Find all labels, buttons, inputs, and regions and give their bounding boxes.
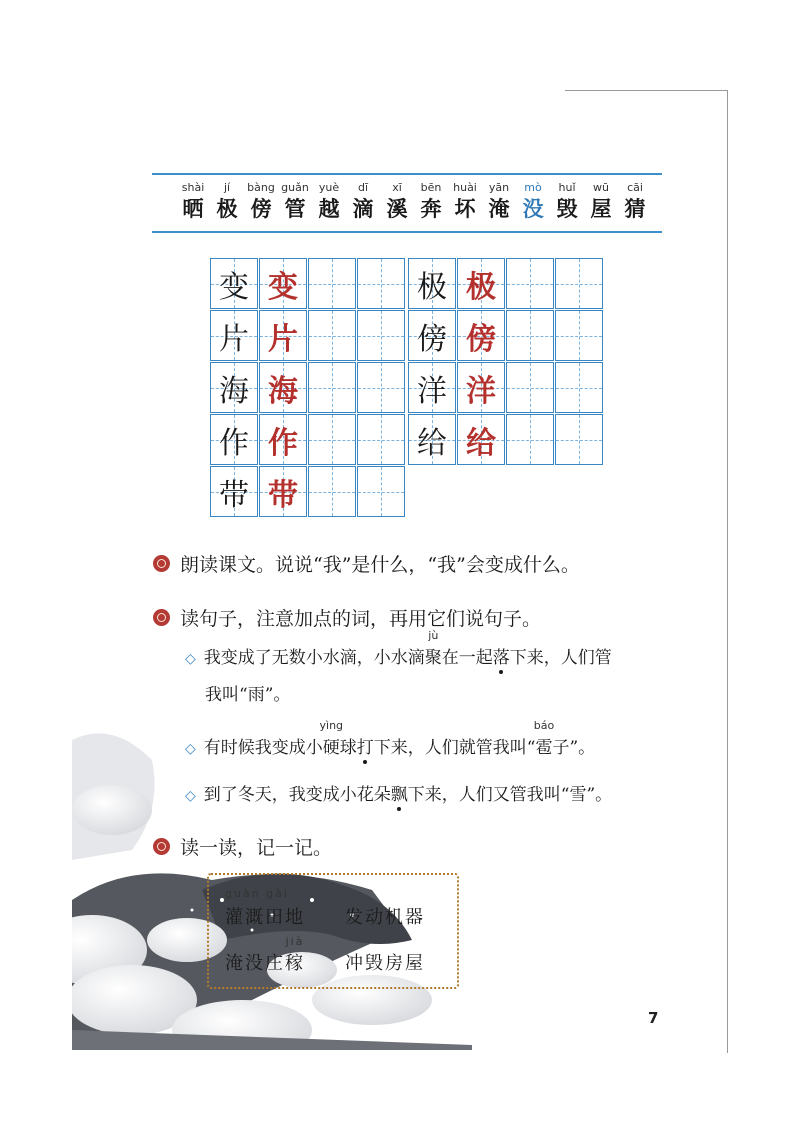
char: 聚 [424, 648, 442, 668]
vocab-word [225, 935, 305, 975]
pinyin: jià [285, 935, 305, 948]
model-char: 极 [417, 269, 447, 305]
exercise-marker-icon [153, 838, 170, 855]
model-char: 洋 [417, 373, 447, 409]
char: 雹 [535, 738, 553, 758]
trace-char: 海 [268, 373, 298, 409]
pinyin: shài [181, 181, 205, 194]
sentence-2 [185, 719, 596, 758]
grid-cell-model [408, 258, 456, 309]
grid-cell-empty [308, 310, 356, 361]
hanzi: 傍 [250, 196, 272, 221]
grid-cell-empty [357, 414, 405, 465]
grid-cell-empty [308, 258, 356, 309]
model-char: 作 [219, 425, 249, 461]
grid-cell-trace [259, 362, 307, 413]
grid-cell-trace [457, 310, 505, 361]
word-item [550, 181, 584, 223]
word-item [380, 181, 414, 223]
model-char: 给 [417, 425, 447, 461]
word-item [278, 181, 312, 223]
char: 硬 [322, 738, 340, 758]
grid-cell-trace [259, 466, 307, 517]
grid-cell-model [210, 362, 258, 413]
grid-cell-model [210, 414, 258, 465]
pinyin: jù [428, 629, 439, 642]
trace-char: 给 [466, 425, 496, 461]
pinyin: yān [488, 181, 510, 194]
grid-cell-empty [357, 466, 405, 517]
grid-cell-empty [308, 466, 356, 517]
trace-char: 带 [268, 477, 298, 513]
word: 灌溉田地 [225, 907, 305, 928]
word-item [482, 181, 516, 223]
pinyin: bēn [420, 181, 442, 194]
hanzi: 管 [284, 196, 306, 221]
sentence-text: 我叫“雨”。 [205, 685, 291, 705]
grid-cell-model [408, 414, 456, 465]
hanzi: 坏 [454, 196, 476, 221]
word-item [176, 181, 210, 223]
grid-cell-trace [457, 362, 505, 413]
hanzi: 越 [318, 196, 340, 221]
sentence-text: 我变成了无数小水滴，小水滴 [203, 648, 425, 668]
hanzi: 溪 [386, 196, 408, 221]
hanzi: 毁 [556, 196, 578, 221]
grid-cell-empty [506, 258, 554, 309]
annotated-char [285, 935, 305, 975]
word-item [448, 181, 482, 223]
diamond-bullet-icon: ◇ [185, 788, 196, 804]
exercise-3-title: 读一读，记一记。 [180, 837, 333, 859]
pinyin: jí [223, 181, 231, 194]
page-edge-right [727, 90, 728, 1053]
hanzi: 屋 [590, 196, 612, 221]
model-char: 海 [219, 373, 249, 409]
grid-cell-empty [555, 414, 603, 465]
grid-cell-model [210, 258, 258, 309]
exercise-marker-icon [153, 609, 170, 626]
grid-cell-empty [308, 362, 356, 413]
sentence-text: 在一起 [441, 648, 493, 668]
grid-cell-empty [506, 362, 554, 413]
sentence-text: 有时候我变成小 [203, 738, 323, 758]
char: 稼 [285, 953, 305, 974]
grid-cell-model [408, 310, 456, 361]
vocab-word: 发动机器 [345, 907, 425, 928]
word-item-highlighted [516, 181, 550, 223]
emphasis-char: 飘 [391, 780, 408, 805]
grid-cell-trace [259, 258, 307, 309]
annotated-char [424, 629, 442, 668]
sentence-1-cont [205, 680, 290, 705]
model-char: 带 [219, 477, 249, 513]
emphasis-char: 落 [493, 643, 510, 668]
hanzi: 猜 [624, 196, 646, 221]
sentence-text: 球 [339, 738, 357, 758]
new-words-strip [152, 171, 662, 233]
diamond-bullet-icon: ◇ [185, 651, 196, 667]
grid-cell-empty [555, 362, 603, 413]
sentence-text: 下来，人们就管我叫“ [373, 738, 536, 758]
grid-cell-empty [308, 414, 356, 465]
trace-char: 极 [466, 269, 496, 305]
hanzi: 没 [522, 196, 544, 221]
word-item [210, 181, 244, 223]
grid-cell-trace [457, 258, 505, 309]
exercise-2-title: 读句子，注意加点的词，再用它们说句子。 [180, 608, 542, 630]
annotated-char [533, 719, 555, 758]
model-char: 傍 [417, 321, 447, 357]
strip-top-rule [152, 173, 662, 175]
grid-cell-trace [259, 414, 307, 465]
grid-cell-trace [259, 310, 307, 361]
pinyin: wū [593, 181, 609, 194]
trace-char: 片 [268, 321, 298, 357]
grid-cell-model [408, 362, 456, 413]
pinyin: báo [533, 719, 555, 732]
hanzi: 滴 [352, 196, 374, 221]
sentence-1 [185, 629, 612, 668]
annotated-word [225, 887, 305, 929]
trace-char: 傍 [466, 321, 496, 357]
word-list [176, 181, 652, 223]
word-item [584, 181, 618, 223]
grid-cell-empty [357, 362, 405, 413]
word-item [244, 181, 278, 223]
pinyin: huài [453, 181, 477, 194]
grid-cell-empty [506, 310, 554, 361]
pinyin: yuè [318, 181, 340, 194]
sentence-text: 子”。 [552, 738, 596, 758]
exercise-2 [153, 604, 541, 631]
word-item [618, 181, 652, 223]
vocab-word [225, 887, 305, 929]
pinyin: huǐ [558, 181, 576, 194]
grid-cell-empty [555, 310, 603, 361]
exercise-3 [153, 833, 332, 860]
pinyin: guǎn [281, 181, 309, 194]
hanzi: 淹 [488, 196, 510, 221]
pinyin: mò [524, 181, 542, 194]
grid-cell-empty [506, 414, 554, 465]
grid-cell-model [210, 466, 258, 517]
hanzi: 奔 [420, 196, 442, 221]
trace-char: 变 [268, 269, 298, 305]
word-item [312, 181, 346, 223]
trace-char: 作 [268, 425, 298, 461]
grid-cell-empty [555, 258, 603, 309]
word-item [414, 181, 448, 223]
grid-cell-model [210, 310, 258, 361]
trace-char: 洋 [466, 373, 496, 409]
page-edge-top [565, 90, 728, 91]
vocabulary-box [207, 873, 459, 989]
word-part: 淹没庄 [225, 953, 285, 974]
hanzi: 晒 [182, 196, 204, 221]
exercise-1 [153, 550, 580, 577]
pinyin: bàng [247, 181, 275, 194]
sentence-text: 到了冬天，我变成小花朵 [203, 785, 391, 805]
sentence-3 [185, 780, 612, 805]
page-number: 7 [648, 1009, 659, 1027]
strip-bottom-rule [152, 231, 662, 233]
pinyin: yìng [319, 719, 344, 732]
model-char: 片 [219, 321, 249, 357]
grid-cell-empty [357, 310, 405, 361]
hanzi: 极 [216, 196, 238, 221]
diamond-bullet-icon: ◇ [185, 741, 196, 757]
pinyin: dī [357, 181, 369, 194]
exercise-1-text: 朗读课文。说说“我”是什么，“我”会变成什么。 [180, 554, 580, 576]
emphasis-char: 打 [357, 733, 374, 758]
model-char: 变 [219, 269, 249, 305]
pinyin: cāi [627, 181, 643, 194]
pinyin: xī [392, 181, 402, 194]
grid-cell-trace [457, 414, 505, 465]
pinyin: guàn gài [225, 887, 289, 900]
sentence-text: 下来，人们又管我叫“雪”。 [407, 785, 613, 805]
vocab-word: 冲毁房屋 [345, 953, 425, 974]
sentence-text: 下来，人们管 [509, 648, 612, 668]
word-item [346, 181, 380, 223]
grid-cell-empty [357, 258, 405, 309]
annotated-char [319, 719, 344, 758]
exercise-marker-icon [153, 555, 170, 572]
